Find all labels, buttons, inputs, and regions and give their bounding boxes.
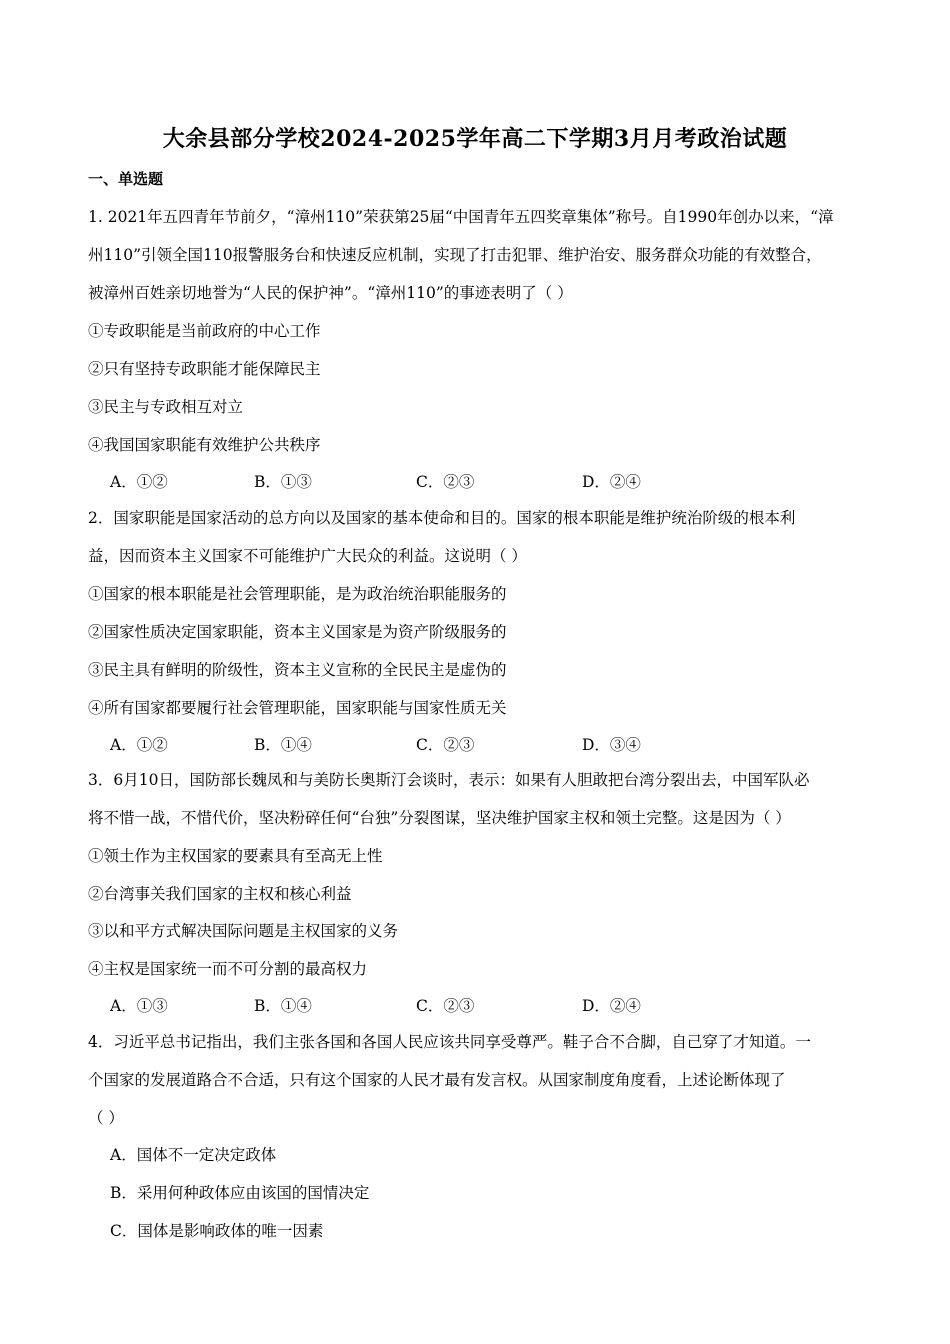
section-heading: 一、单选题 xyxy=(88,170,164,188)
q1-option-c[interactable]: C．②③ xyxy=(416,473,475,491)
q1-item-1: ①专政职能是当前政府的中心工作 xyxy=(88,322,321,340)
q3-item-2: ②台湾事关我们国家的主权和核心利益 xyxy=(88,885,352,903)
q4-option-a[interactable]: A．国体不一定决定政体 xyxy=(110,1146,277,1164)
q3-item-3: ③以和平方式解决国际问题是主权国家的义务 xyxy=(88,922,399,940)
q2-option-c[interactable]: C．②③ xyxy=(416,736,475,754)
q1-stem-line-2: 州110”引领全国110报警服务台和快速反应机制，实现了打击犯罪、维护治安、服务群众功能的有效整合， xyxy=(88,246,822,264)
q3-stem-line-1: 3．6月10日，国防部长魏凤和与美防长奥斯汀会谈时，表示：如果有人胆敢把台湾分裂出去，中国军队必 xyxy=(88,771,810,789)
q2-item-3: ③民主具有鲜明的阶级性，资本主义宣称的全民民主是虚伪的 xyxy=(88,661,507,679)
q1-stem-line-1: 1. 2021年五四青年节前夕，“漳州110”荣获第25届“中国青年五四奖章集体”称号。自1990年创办以来，“漳 xyxy=(88,208,834,226)
q1-option-a[interactable]: A．①② xyxy=(110,473,168,491)
q1-stem-line-3: 被漳州百姓亲切地誉为“人民的保护神”。“漳州110”的事迹表明了（ ） xyxy=(88,284,573,302)
q1-item-3: ③民主与专政相互对立 xyxy=(88,398,244,416)
exam-title: 大余县部分学校2024-2025学年高二下学期3月月考政治试题 xyxy=(162,126,788,152)
q2-stem-line-2: 益，因而资本主义国家不可能维护广大民众的利益。这说明（ ） xyxy=(88,547,527,565)
q2-item-1: ①国家的根本职能是社会管理职能，是为政治统治职能服务的 xyxy=(88,585,507,603)
q3-option-c[interactable]: C．②③ xyxy=(416,997,475,1015)
q3-option-d[interactable]: D．②④ xyxy=(582,997,641,1015)
q4-stem-line-2: 个国家的发展道路合不合适，只有这个国家的人民才最有发言权。从国家制度角度看，上述论断体现了 xyxy=(88,1071,786,1089)
q2-item-4: ④所有国家都要履行社会管理职能，国家职能与国家性质无关 xyxy=(88,699,507,717)
q3-item-1: ①领土作为主权国家的要素具有至高无上性 xyxy=(88,847,383,865)
q3-option-a[interactable]: A．①③ xyxy=(110,997,168,1015)
q2-option-a[interactable]: A．①② xyxy=(110,736,168,754)
q2-stem-line-1: 2．国家职能是国家活动的总方向以及国家的基本使命和目的。国家的根本职能是维护统治阶级的根本利 xyxy=(88,509,796,527)
q1-item-2: ②只有坚持专政职能才能保障民主 xyxy=(88,360,321,378)
q4-option-b[interactable]: B．采用何种政体应由该国的国情决定 xyxy=(110,1184,370,1202)
q4-stem-line-3: （ ） xyxy=(88,1109,124,1127)
q2-item-2: ②国家性质决定国家职能，资本主义国家是为资产阶级服务的 xyxy=(88,623,507,641)
q3-stem-line-2: 将不惜一战，不惜代价，坚决粉碎任何“台独”分裂图谋，坚决维护国家主权和领土完整。这是因为（ ） xyxy=(88,809,791,827)
q2-option-d[interactable]: D．③④ xyxy=(582,736,641,754)
q1-item-4: ④我国国家职能有效维护公共秩序 xyxy=(88,436,321,454)
q1-option-b[interactable]: B．①③ xyxy=(254,473,312,491)
q2-option-b[interactable]: B．①④ xyxy=(254,736,312,754)
q1-option-d[interactable]: D．②④ xyxy=(582,473,641,491)
q3-item-4: ④主权是国家统一而不可分割的最高权力 xyxy=(88,960,368,978)
q4-stem-line-1: 4．习近平总书记指出，我们主张各国和各国人民应该共同享受尊严。鞋子合不合脚，自己穿了才知道。一 xyxy=(88,1033,811,1051)
q4-option-c[interactable]: C．国体是影响政体的唯一因素 xyxy=(110,1222,324,1240)
q3-option-b[interactable]: B．①④ xyxy=(254,997,312,1015)
